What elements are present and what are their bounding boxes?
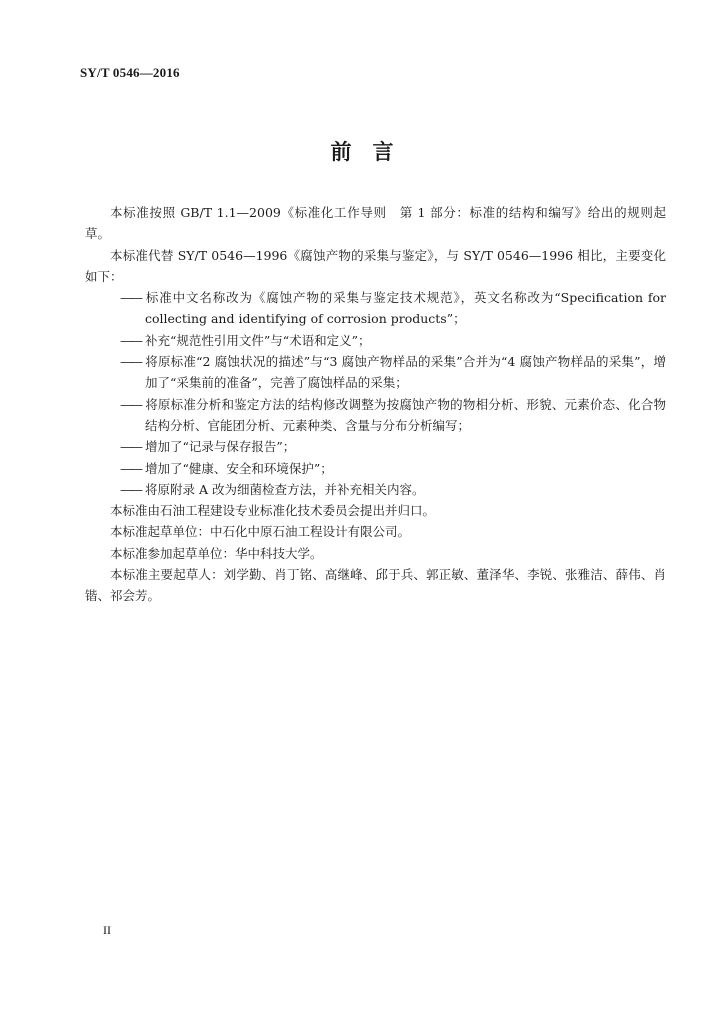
change-item [85, 394, 666, 437]
dash-mark: —— [120, 439, 141, 455]
change-item [85, 287, 666, 330]
paragraph-participating-unit: 本标准参加起草单位：华中科技大学。 [110, 545, 323, 561]
change-item-text: 将原标准“2 腐蚀状况的描述”与“3 腐蚀产物样品的采集”合并为“4 腐蚀产物样品的采集”，增加了“采集前的准备”，完善了腐蚀样品的采集； [145, 354, 666, 391]
change-item [85, 458, 666, 479]
change-item-text: 将原附录 A 改为细菌检查方法，并补充相关内容。 [145, 481, 425, 497]
change-item-text: 增加了“健康、安全和环境保护”； [145, 460, 333, 476]
foreword-body [85, 202, 666, 607]
dash-mark: —— [120, 332, 141, 348]
change-item [85, 330, 666, 351]
paragraph-drafting-rules: 本标准按照 GB/T 1.1—2009《标准化工作导则 第 1 部分：标准的结构和编写》给出的规则起草。 [85, 205, 666, 242]
dash-mark: —— [120, 460, 141, 476]
change-item-text: 增加了“记录与保存报告”； [145, 439, 296, 455]
page-number: II [103, 923, 111, 937]
paragraph-replacement: 本标准代替 SY/T 0546—1996《腐蚀产物的采集与鉴定》，与 SY/T 0546—1996 相比，主要变化如下： [85, 247, 666, 284]
dash-mark: —— [120, 396, 141, 412]
change-item-text: 补充“规范性引用文件”与“术语和定义”； [145, 332, 371, 348]
paragraph-proposer: 本标准由石油工程建设专业标准化技术委员会提出并归口。 [110, 503, 436, 519]
dash-mark: —— [120, 481, 141, 497]
change-item [85, 436, 666, 457]
standard-code: SY/T 0546—2016 [80, 65, 180, 80]
change-item-text: 将原标准分析和鉴定方法的结构修改调整为按腐蚀产物的物相分析、形貌、元素价态、化合物结构分析、官能团分析、元素种类、含量与分布分析编写； [145, 396, 666, 433]
paragraph-drafters: 本标准主要起草人：刘学勤、肖丁铭、高继峰、邱于兵、郭正敏、董泽华、李锐、张雅洁、薛伟、肖锴、祁会芳。 [85, 567, 666, 604]
change-item [85, 479, 666, 500]
change-item [85, 351, 666, 394]
page-title: 前 言 [330, 140, 394, 164]
dash-mark: —— [120, 354, 141, 370]
dash-mark: —— [120, 290, 141, 306]
change-item-text: 标准中文名称改为《腐蚀产物的采集与鉴定技术规范》，英文名称改为“Specification for collecting and identifying of corrosion products”； [145, 290, 666, 327]
paragraph-drafting-unit: 本标准起草单位：中石化中原石油工程设计有限公司。 [110, 524, 411, 540]
